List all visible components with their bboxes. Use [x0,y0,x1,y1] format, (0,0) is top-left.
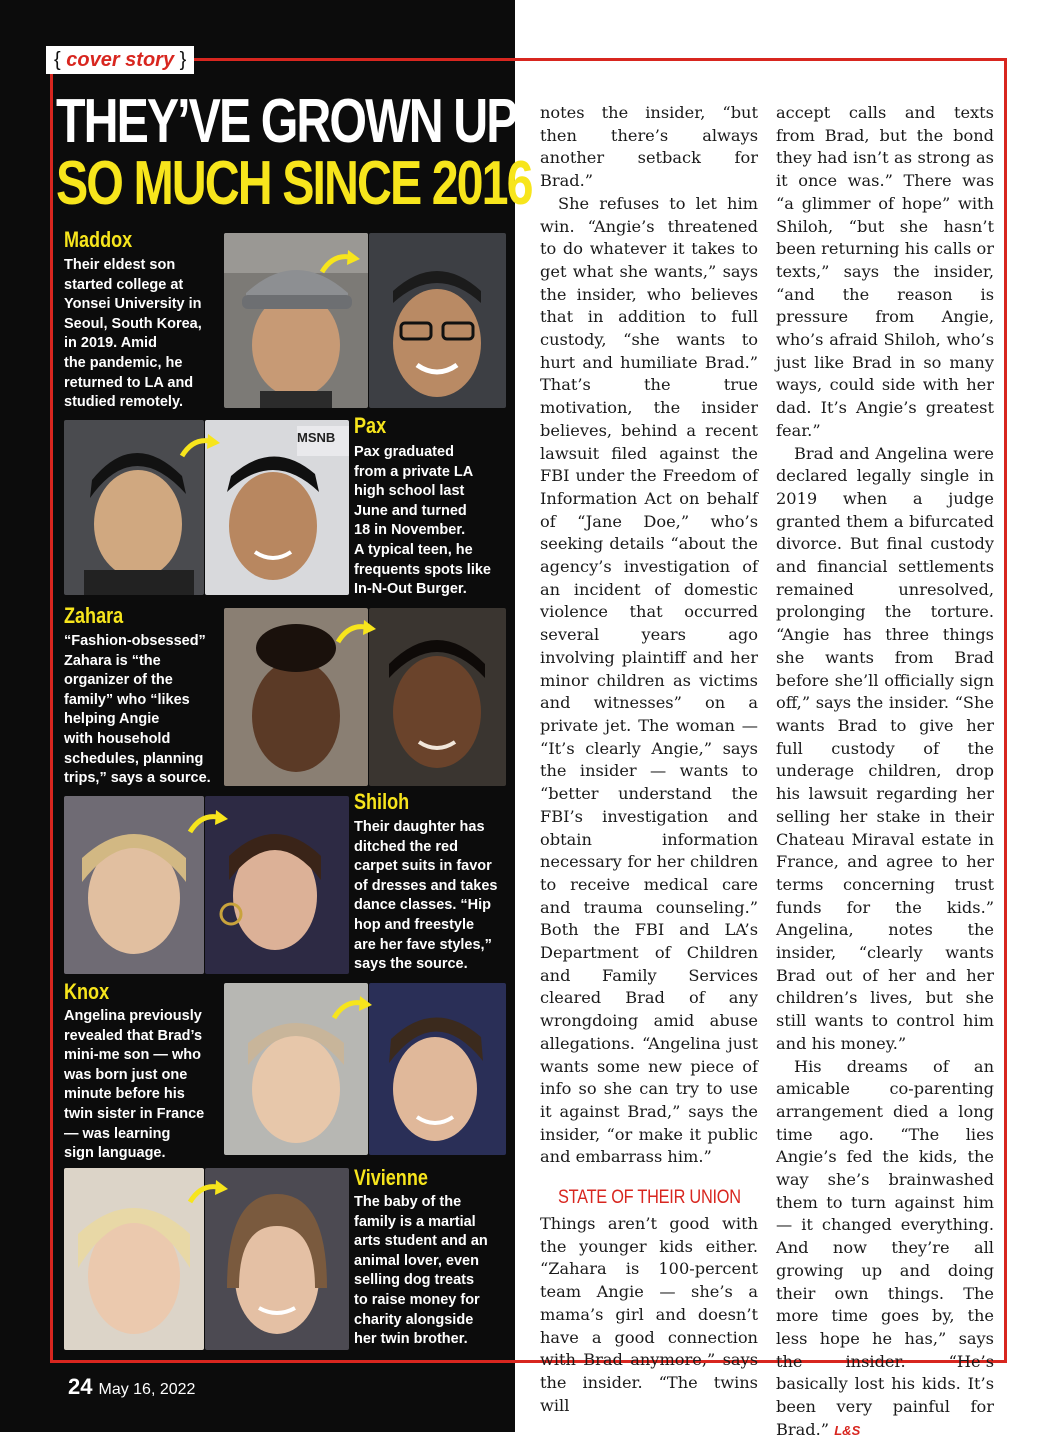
article-paragraph: His dreams of an amicable co-parenting arrangement died a long time ago. “The lies Angie’s fed the kids, the way she’s brainwashed them to turn against him — it changed everything. And now they’re all growing up and doing their own things. The more time goes by, the less hope he has,” says the insider. “He’s basically lost his kids. It’s been very painful for Brad.” L&S [776,1056,994,1439]
subhead: STATE OF THEIR UNION [558,1187,741,1209]
section-kicker: { cover story } [46,46,194,74]
photo-pax-now [205,420,349,595]
kid-caption-knox: Angelina previously revealed that Brad’s mini-me son — who was born just one minute before his twin sister in France — was learning sign language. [64,1008,205,1162]
kid-name-maddox: Maddox [64,227,133,252]
kid-name-zahara: Zahara [64,603,124,628]
photo-vivienne-young [64,1168,204,1350]
article-column-1 [540,102,758,1417]
article-paragraph: notes the insider, “but then there’s always another setback for Brad.” [540,103,758,191]
kid-caption-shiloh: Their daughter has ditched the red carpet suits in favor of dresses and takes dance classes. “Hip hop and freestyle are her fave styles,” says the source. [354,819,498,973]
page-footer [68,1374,195,1400]
arrow-icon [186,1178,232,1208]
issue-date: May 16, 2022 [98,1381,196,1398]
article-paragraph: Things aren’t good with the younger kids either. “Zahara is 100-percent team Angie — she’s a mama’s girl and doesn’t have a good connection with Brad anymore,” says the insider. “The twins will [540,1214,758,1415]
kid-name-shiloh: Shiloh [354,789,410,814]
photo-zahara-now [369,608,506,786]
arrow-icon [178,432,224,462]
arrow-icon [318,248,364,278]
photo-maddox-now [369,233,506,408]
headline-line-1: THEY’VE GROWN UP [56,87,517,156]
kid-name-vivienne: Vivienne [354,1165,428,1190]
kid-name-knox: Knox [64,979,110,1004]
end-mark: L&S [834,1422,861,1438]
kid-caption-zahara: “Fashion-obsessed” Zahara is “the organizer of the family” who “likes helping Angie with household schedules, planning trips,” says a source. [64,633,211,787]
kid-caption-vivienne: The baby of the family is a martial arts student and an animal lover, even selling dog treats to raise money for charity alongside her twin brother. [354,1194,488,1348]
arrow-icon [186,808,232,838]
article-paragraph: Brad and Angelina were declared legally single in 2019 when a judge granted them a bifurcated divorce. But final custody and financial settlements remained unresolved, prolonging the torture. “Angie has three things she wants from Brad before she’ll officially sign off,” says the insider. “She wants Brad to give her full custody of the underage children, drop his lawsuit regarding her selling her stake in their Chateau Miraval estate in France, and agree to her terms concerning trust funds for the kids.” Angelina, notes the insider, “clearly wants Brad out of her and her children’s lives, but she still wants to control him and his money.” [776,443,994,1053]
article-column-2 [776,102,994,1442]
kid-caption-maddox: Their eldest son started college at Yonsei University in Seoul, South Korea, in 2019. Amid the pandemic, he returned to LA and studied remotely. [64,257,202,411]
article-paragraph: She refuses to let him win. “Angie’s threatened to do whatever it takes to get what she wants,” says the insider, who believes that in addition to full custody, “she wants to hurt and humiliate Brad.” That’s the true motivation, the insider believes, behind a recent lawsuit filed against the FBI under the Freedom of Information Act on behalf of “Jane Doe,” who’s seeking details “about the agency’s investigation of an incident of domestic violence that occurred several years ago involving plaintiff and her minor children as victims and witnesses” on a private jet. The woman — “It’s clearly Angie,” says the insider — wants to “better understand the FBI’s investigation and obtain information necessary for her children to receive medical care and trauma counseling.” Both the FBI and LA’s Department of Children and Family Services cleared Brad of any wrongdoing amid abuse allegations. “Angelina just wants some new piece of info so she can try to use it against Brad,” says the insider, “or make it public and embarrass him.” [540,193,758,1167]
arrow-icon [330,994,376,1024]
red-frame-left [50,58,53,1363]
headline-line-2: SO MUCH SINCE 2016 [56,149,532,218]
photo-shiloh-young [64,796,204,974]
article-paragraph: accept calls and texts from Brad, but the bond they had isn’t as strong as it once was.” There was “a glimmer of hope” with Shiloh, “but she hasn’t been returning his calls or texts,” says the insider, “and the reason is pressure from Angie, who’s afraid Shiloh, who’s just like Brad in so many ways, could side with her dad. It’s Angie’s greatest fear.” [776,103,994,440]
arrow-icon [334,618,380,648]
photo-knox-now [369,983,506,1155]
photo-backdrop-text: MSNB [297,430,336,445]
kid-caption-pax: Pax graduated from a private LA high school last June and turned 18 in November. A typical teen, he frequents spots like In-N-Out Burger. [354,444,491,598]
kicker-label: cover story [66,49,175,71]
kid-name-pax: Pax [354,413,387,438]
page-number: 24 [68,1374,93,1399]
